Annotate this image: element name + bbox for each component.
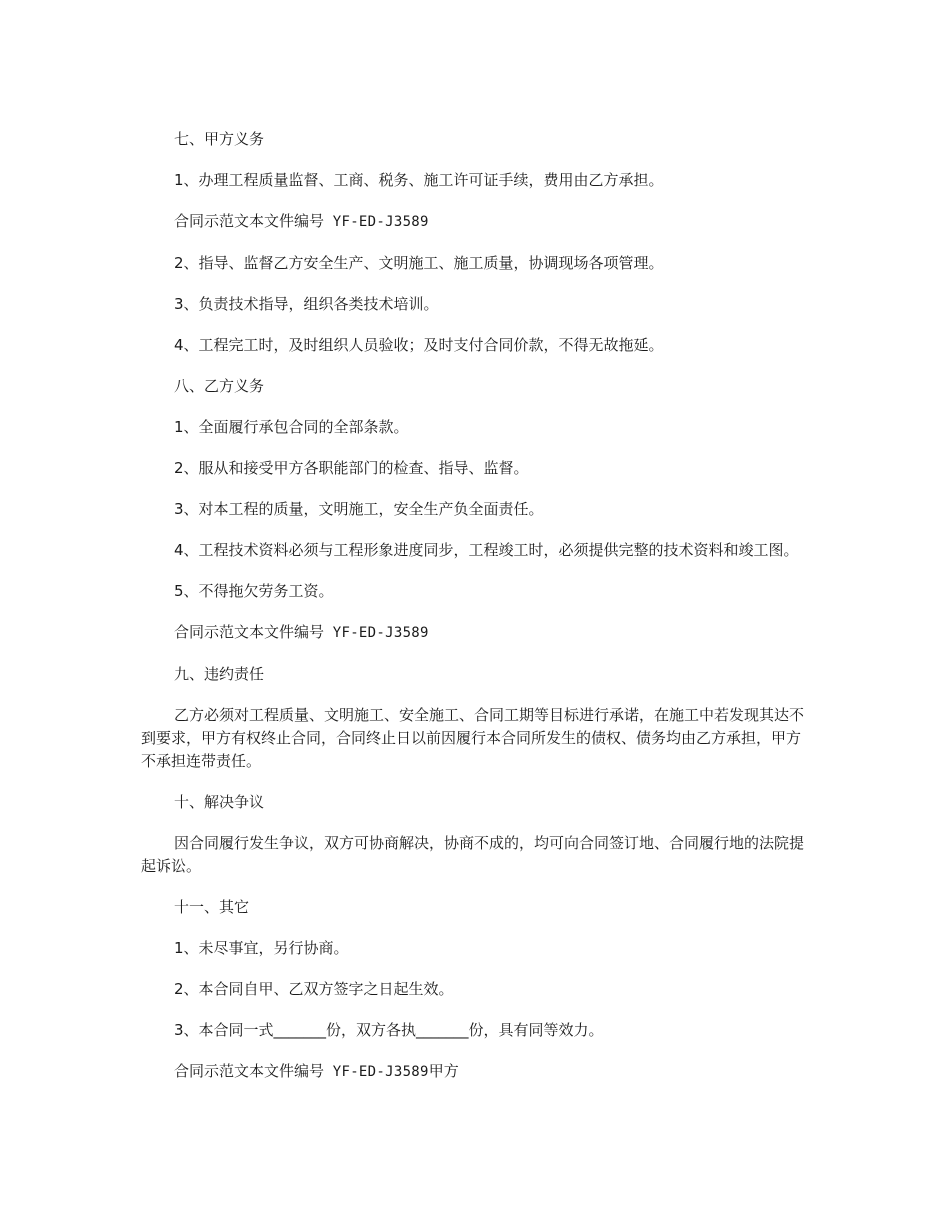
section-9-heading: 九、违约责任 (174, 665, 265, 683)
section-8-item-2: 2、服从和接受甲方各职能部门的检查、指导、监督。 (174, 459, 529, 477)
file-code: YF-ED-J3589 (332, 625, 429, 641)
file-code-line-2 (141, 621, 809, 645)
section-10-body: 因合同履行发生争议，双方可协商解决，协商不成的，均可向合同签订地、合同履行地的法院提起诉讼。 (141, 834, 805, 875)
section-10-heading: 十、解决争议 (174, 793, 265, 811)
section-8-item-4: 4、工程技术资料必须与工程形象进度同步，工程竣工时，必须提供完整的技术资料和竣工图。 (174, 541, 799, 559)
section-7-item-3: 3、负责技术指导，组织各类技术培训。 (174, 295, 439, 313)
file-code-label: 合同示范文本文件编号 (174, 212, 325, 230)
section-9-body: 乙方必须对工程质量、文明施工、安全施工、合同工期等目标进行承诺，在施工中若发现其达不到要求，甲方有权终止合同，合同终止日以前因履行本合同所发生的债权、债务均由乙方承担，甲方不承担连带责任。 (141, 706, 805, 770)
section-7-item-2: 2、指导、监督乙方安全生产、文明施工、施工质量，协调现场各项管理。 (174, 254, 664, 272)
section-8-item-3: 3、对本工程的质量，文明施工，安全生产负全面责任。 (174, 500, 544, 518)
section-8-item-5: 5、不得拖欠劳务工资。 (174, 582, 334, 600)
section-7-heading: 七、甲方义务 (174, 130, 265, 148)
section-7-item-1: 1、办理工程质量监督、工商、税务、施工许可证手续，费用由乙方承担。 (174, 171, 664, 189)
file-code-line-1 (141, 210, 809, 234)
section-11-item-3: 3、本合同一式_______份，双方各执_______份，具有同等效力。 (174, 1021, 604, 1039)
section-11-heading: 十一、其它 (174, 898, 250, 916)
section-8-item-1: 1、全面履行承包合同的全部条款。 (174, 418, 409, 436)
party-a-label: 甲方 (428, 1062, 459, 1080)
file-code-label: 合同示范文本文件编号 (174, 1062, 325, 1080)
file-code: YF-ED-J3589 (332, 1064, 429, 1080)
file-code: YF-ED-J3589 (332, 214, 429, 230)
section-7-item-4: 4、工程完工时，及时组织人员验收；及时支付合同价款，不得无故拖延。 (174, 336, 664, 354)
section-11-item-2: 2、本合同自甲、乙双方签字之日起生效。 (174, 980, 454, 998)
section-8-heading: 八、乙方义务 (174, 377, 265, 395)
document-body (141, 128, 809, 1102)
file-code-line-3 (141, 1060, 809, 1084)
section-11-item-1: 1、未尽事宜，另行协商。 (174, 939, 349, 957)
file-code-label: 合同示范文本文件编号 (174, 623, 325, 641)
